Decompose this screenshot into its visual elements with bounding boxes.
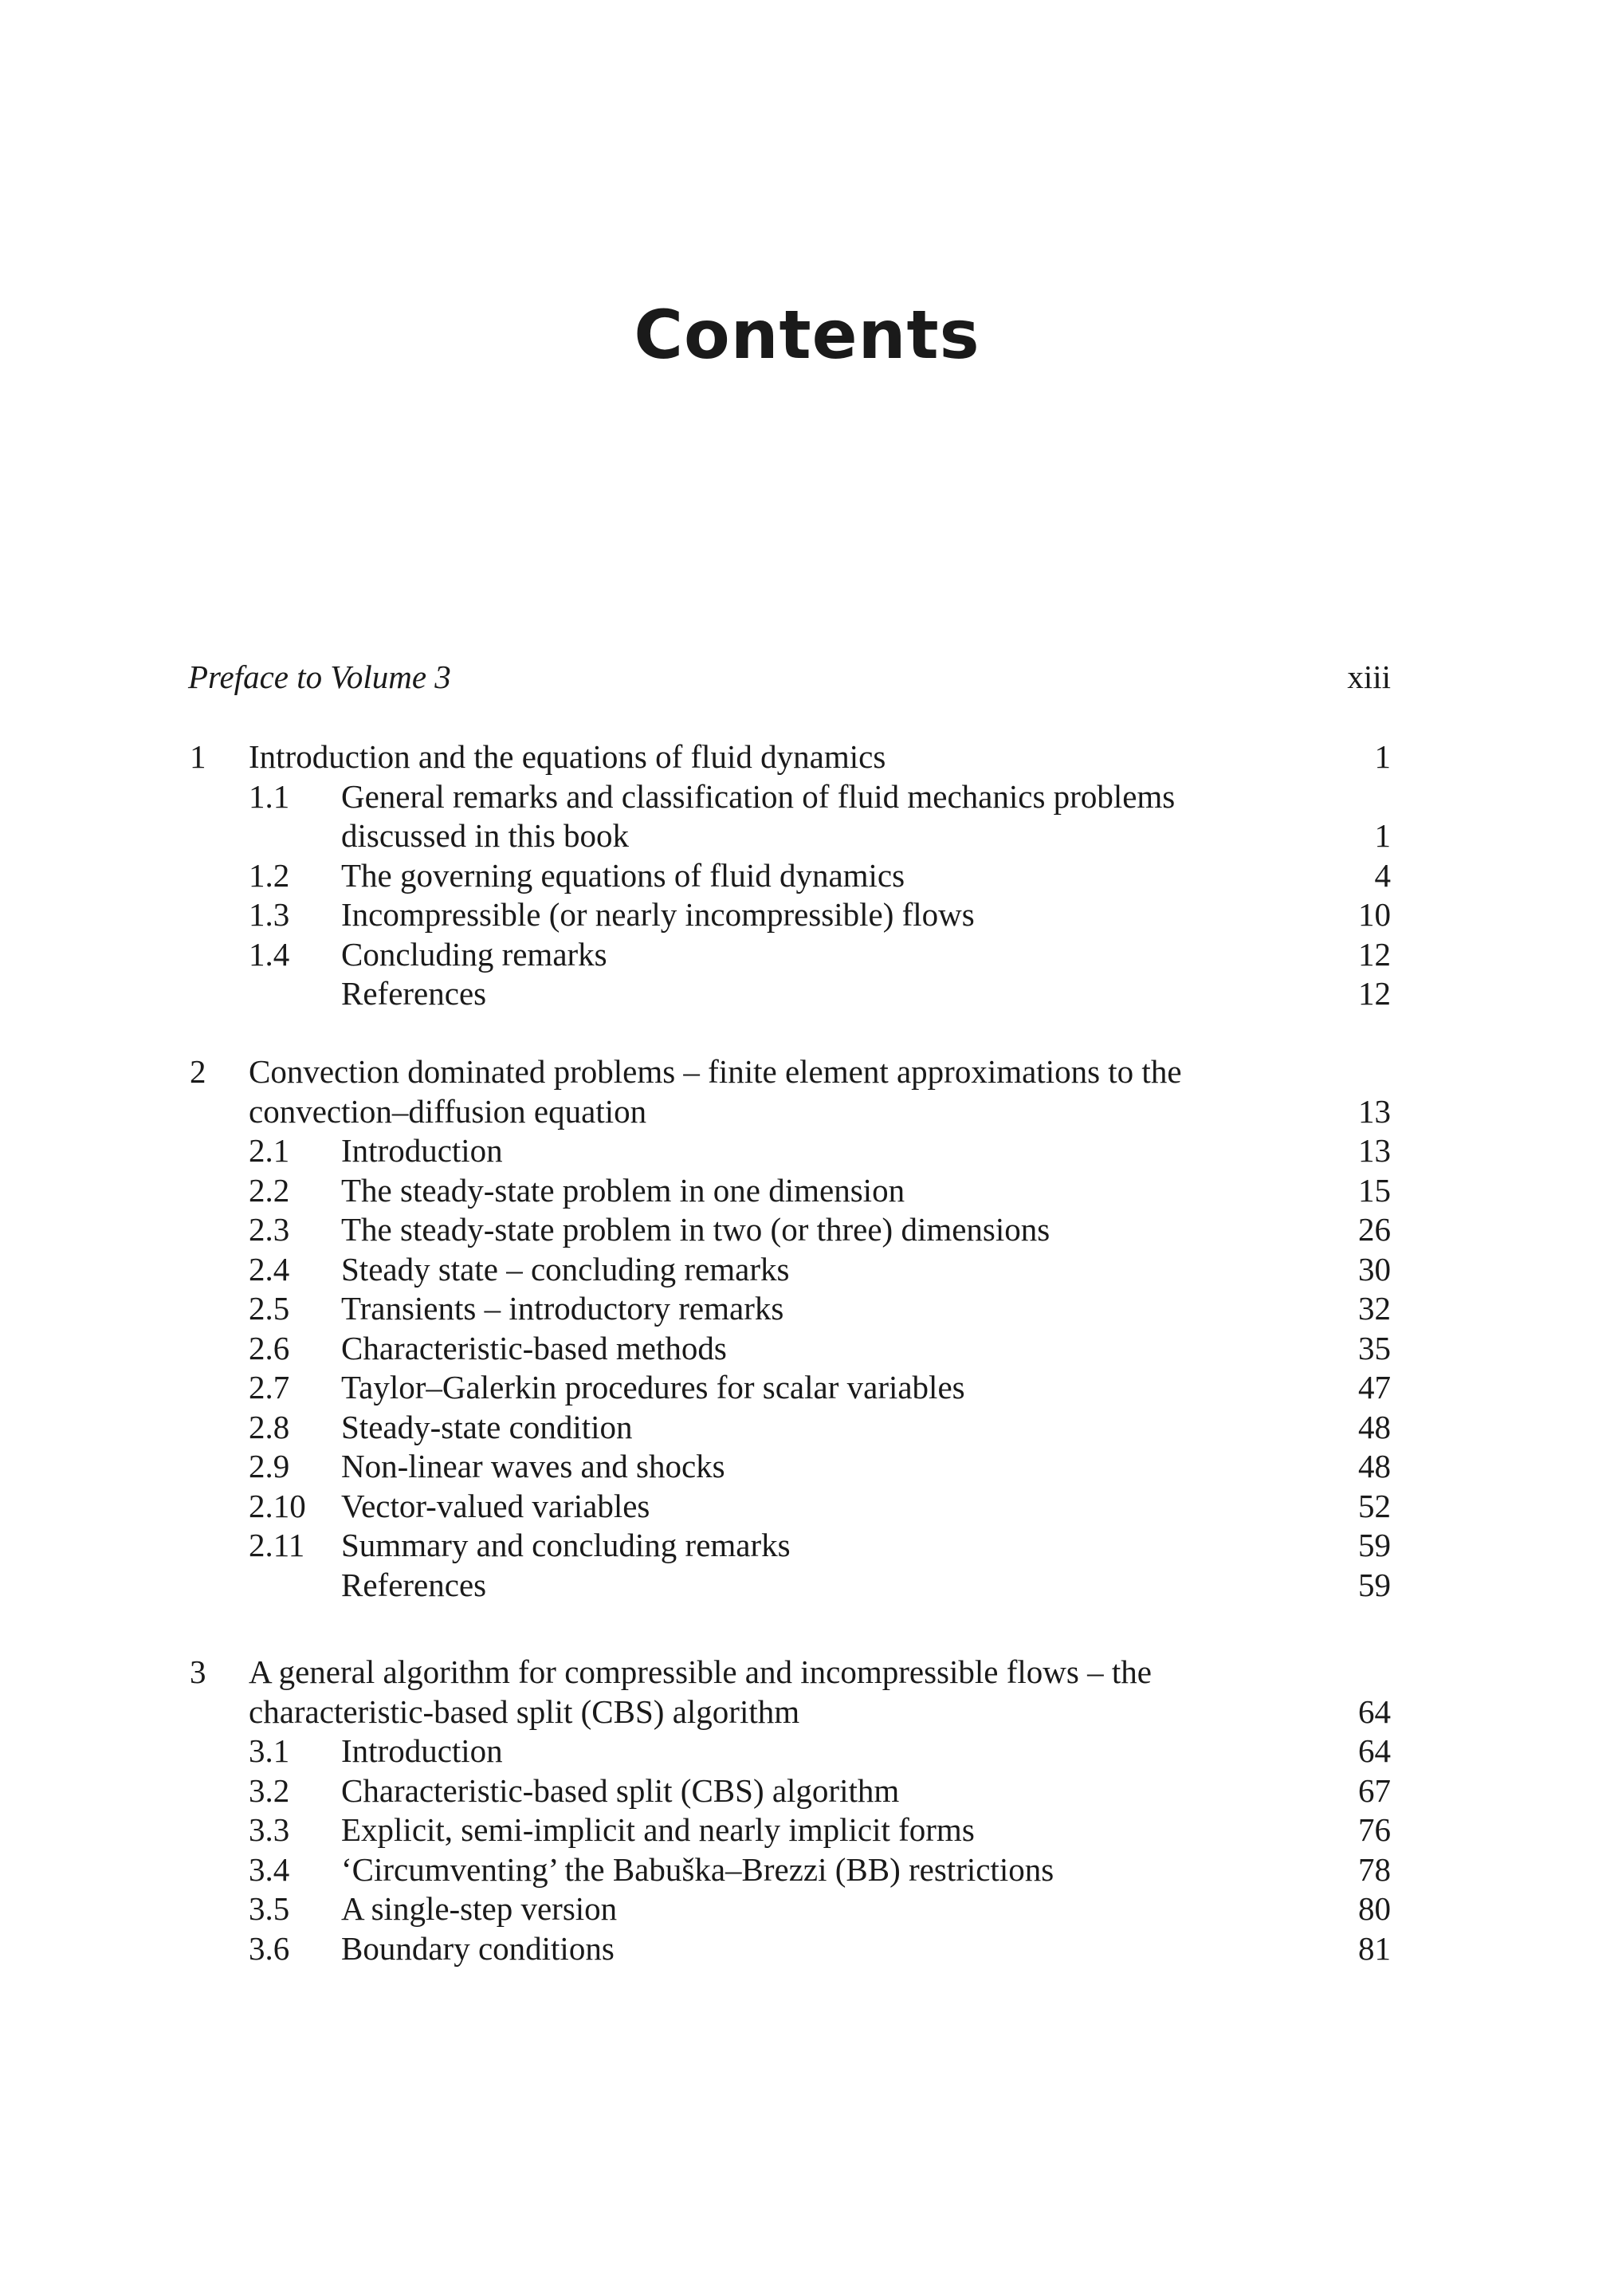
toc-chapter-row[interactable] bbox=[0, 737, 1614, 776]
toc-section-row[interactable] bbox=[0, 935, 1614, 974]
toc-page-number: 48 bbox=[1358, 1408, 1391, 1445]
toc-page-number: 35 bbox=[1358, 1329, 1391, 1366]
toc-page-number: 64 bbox=[1358, 1732, 1391, 1769]
toc-section-title: Taylor–Galerkin procedures for scalar variables bbox=[341, 1369, 965, 1406]
toc-section-title: Summary and concluding remarks bbox=[341, 1527, 791, 1563]
toc-section-title: Characteristic-based methods bbox=[341, 1329, 727, 1366]
toc-chapter-title: A general algorithm for compressible and incompressible flows – the bbox=[249, 1653, 1152, 1690]
toc-page-number: 10 bbox=[1358, 896, 1391, 933]
toc-page-number: 67 bbox=[1358, 1771, 1391, 1809]
toc-chapter-title: Convection dominated problems – finite element approximations to the bbox=[249, 1053, 1182, 1090]
toc-page-number: 47 bbox=[1358, 1369, 1391, 1406]
toc-section-title: Steady state – concluding remarks bbox=[341, 1250, 790, 1288]
toc-references-row[interactable] bbox=[0, 1566, 1614, 1605]
toc-page-number: 81 bbox=[1358, 1929, 1391, 1967]
toc-section-title: Boundary conditions bbox=[341, 1929, 615, 1967]
toc-section-title: Transients – introductory remarks bbox=[341, 1290, 784, 1327]
toc-preface[interactable] bbox=[0, 658, 1614, 697]
toc-page-number: 12 bbox=[1358, 935, 1391, 973]
toc-chapter-row[interactable] bbox=[0, 1092, 1614, 1131]
toc-chapter-title: characteristic-based split (CBS) algorithm bbox=[249, 1693, 800, 1730]
toc-page-number: 80 bbox=[1358, 1890, 1391, 1927]
toc-chapter-number: 2 bbox=[190, 1053, 206, 1090]
toc-chapter-row[interactable] bbox=[0, 1653, 1614, 1692]
toc-section-number: 2.9 bbox=[249, 1448, 290, 1484]
toc-section-title: References bbox=[341, 975, 487, 1012]
toc-page-number: 1 bbox=[1374, 738, 1391, 775]
toc-section-number: 1.3 bbox=[249, 896, 290, 933]
toc-page-number: 78 bbox=[1358, 1850, 1391, 1888]
toc-section-title: The steady-state problem in two (or three) dimensions bbox=[341, 1211, 1050, 1248]
toc-section-number: 2.5 bbox=[249, 1290, 290, 1327]
toc-chapter-number: 3 bbox=[190, 1653, 206, 1690]
toc-chapter-title: convection–diffusion equation bbox=[249, 1092, 647, 1130]
toc-section-number: 2.4 bbox=[249, 1250, 290, 1288]
toc-section-row[interactable] bbox=[0, 1289, 1614, 1328]
toc-page-number: 12 bbox=[1358, 975, 1391, 1012]
toc-section-row[interactable] bbox=[0, 1408, 1614, 1447]
toc-section-title: Introduction bbox=[341, 1132, 503, 1169]
toc-section-row[interactable] bbox=[0, 1447, 1614, 1486]
toc-section-number: 2.6 bbox=[249, 1329, 290, 1366]
toc-section-number: 2.8 bbox=[249, 1408, 290, 1445]
toc-section-number: 3.4 bbox=[249, 1850, 290, 1888]
toc-section-number: 3.5 bbox=[249, 1890, 290, 1927]
toc-references-row[interactable] bbox=[0, 974, 1614, 1013]
toc-section-row[interactable] bbox=[0, 1329, 1614, 1368]
toc-section-row[interactable] bbox=[0, 1850, 1614, 1889]
toc-section-title: Introduction bbox=[341, 1732, 503, 1769]
toc-section-number: 1.1 bbox=[249, 777, 290, 815]
toc-section-row[interactable] bbox=[0, 816, 1614, 855]
toc-page-number: 59 bbox=[1358, 1527, 1391, 1563]
toc-page-number: 59 bbox=[1358, 1566, 1391, 1603]
toc-section-title: A single-step version bbox=[341, 1890, 618, 1927]
toc-section-number: 2.2 bbox=[249, 1171, 290, 1209]
toc-section-number: 2.11 bbox=[249, 1527, 305, 1563]
toc-section-number: 2.7 bbox=[249, 1369, 290, 1406]
toc-section-row[interactable] bbox=[0, 777, 1614, 816]
toc-section-row[interactable] bbox=[0, 895, 1614, 934]
toc-page-number: 26 bbox=[1358, 1211, 1391, 1248]
toc-chapter-title: Introduction and the equations of fluid dynamics bbox=[249, 738, 886, 775]
toc-section-row[interactable] bbox=[0, 1771, 1614, 1810]
toc-page-number: 52 bbox=[1358, 1487, 1391, 1524]
toc-chapter-number: 1 bbox=[190, 738, 206, 775]
toc-page-number: 4 bbox=[1374, 856, 1391, 894]
toc-section-row[interactable] bbox=[0, 1526, 1614, 1565]
toc-section-number: 2.10 bbox=[249, 1487, 306, 1524]
toc-section-row[interactable] bbox=[0, 1732, 1614, 1771]
toc-section-row[interactable] bbox=[0, 1929, 1614, 1968]
toc-section-row[interactable] bbox=[0, 1368, 1614, 1407]
toc-section-number: 1.2 bbox=[249, 856, 290, 894]
toc-preface-label: Preface to Volume 3 bbox=[188, 659, 451, 695]
toc-section-row[interactable] bbox=[0, 1131, 1614, 1170]
toc-chapter-row[interactable] bbox=[0, 1693, 1614, 1732]
toc-section-title: Characteristic-based split (CBS) algorithm bbox=[341, 1771, 900, 1809]
toc-section-row[interactable] bbox=[0, 1810, 1614, 1850]
toc-page-number: 1 bbox=[1374, 817, 1391, 854]
toc-page-number: 48 bbox=[1358, 1448, 1391, 1484]
toc-chapter-row[interactable] bbox=[0, 1052, 1614, 1091]
toc-page-number: 64 bbox=[1358, 1693, 1391, 1730]
toc-page-number: 13 bbox=[1358, 1132, 1391, 1169]
toc-section-number: 2.1 bbox=[249, 1132, 290, 1169]
toc-section-number: 3.1 bbox=[249, 1732, 290, 1769]
toc-section-title: The steady-state problem in one dimension bbox=[341, 1171, 905, 1209]
toc-section-row[interactable] bbox=[0, 1889, 1614, 1928]
toc-section-row[interactable] bbox=[0, 1487, 1614, 1526]
toc-section-title: Non-linear waves and shocks bbox=[341, 1448, 725, 1484]
toc-section-title: Vector-valued variables bbox=[341, 1487, 650, 1524]
toc-section-number: 3.3 bbox=[249, 1811, 290, 1848]
toc-section-title: Explicit, semi-implicit and nearly implicit forms bbox=[341, 1811, 975, 1848]
toc-section-number: 2.3 bbox=[249, 1211, 290, 1248]
toc-section-title: discussed in this book bbox=[341, 817, 630, 854]
toc-section-number: 3.2 bbox=[249, 1771, 290, 1809]
toc-section-number: 1.4 bbox=[249, 935, 290, 973]
toc-page-number: 76 bbox=[1358, 1811, 1391, 1848]
toc-page-number: 32 bbox=[1358, 1290, 1391, 1327]
toc-section-title: ‘Circumventing’ the Babuška–Brezzi (BB) restrictions bbox=[341, 1850, 1054, 1888]
toc-section-title: Incompressible (or nearly incompressible) flows bbox=[341, 896, 975, 933]
toc-section-row[interactable] bbox=[0, 856, 1614, 895]
toc-page-number: 13 bbox=[1358, 1092, 1391, 1130]
toc-section-title: The governing equations of fluid dynamics bbox=[341, 856, 905, 894]
toc-page-number: 30 bbox=[1358, 1250, 1391, 1288]
toc-page-number: 15 bbox=[1358, 1171, 1391, 1209]
toc-section-row[interactable] bbox=[0, 1250, 1614, 1289]
page-title: Contents bbox=[634, 296, 980, 374]
toc-section-number: 3.6 bbox=[249, 1929, 290, 1967]
toc-section-title: Concluding remarks bbox=[341, 935, 607, 973]
toc-section-row[interactable] bbox=[0, 1210, 1614, 1249]
toc-page-number: xiii bbox=[1347, 659, 1391, 695]
toc-section-title: Steady-state condition bbox=[341, 1408, 633, 1445]
toc-section-title: References bbox=[341, 1566, 487, 1603]
toc-section-row[interactable] bbox=[0, 1171, 1614, 1210]
toc-section-title: General remarks and classification of fluid mechanics problems bbox=[341, 777, 1176, 815]
